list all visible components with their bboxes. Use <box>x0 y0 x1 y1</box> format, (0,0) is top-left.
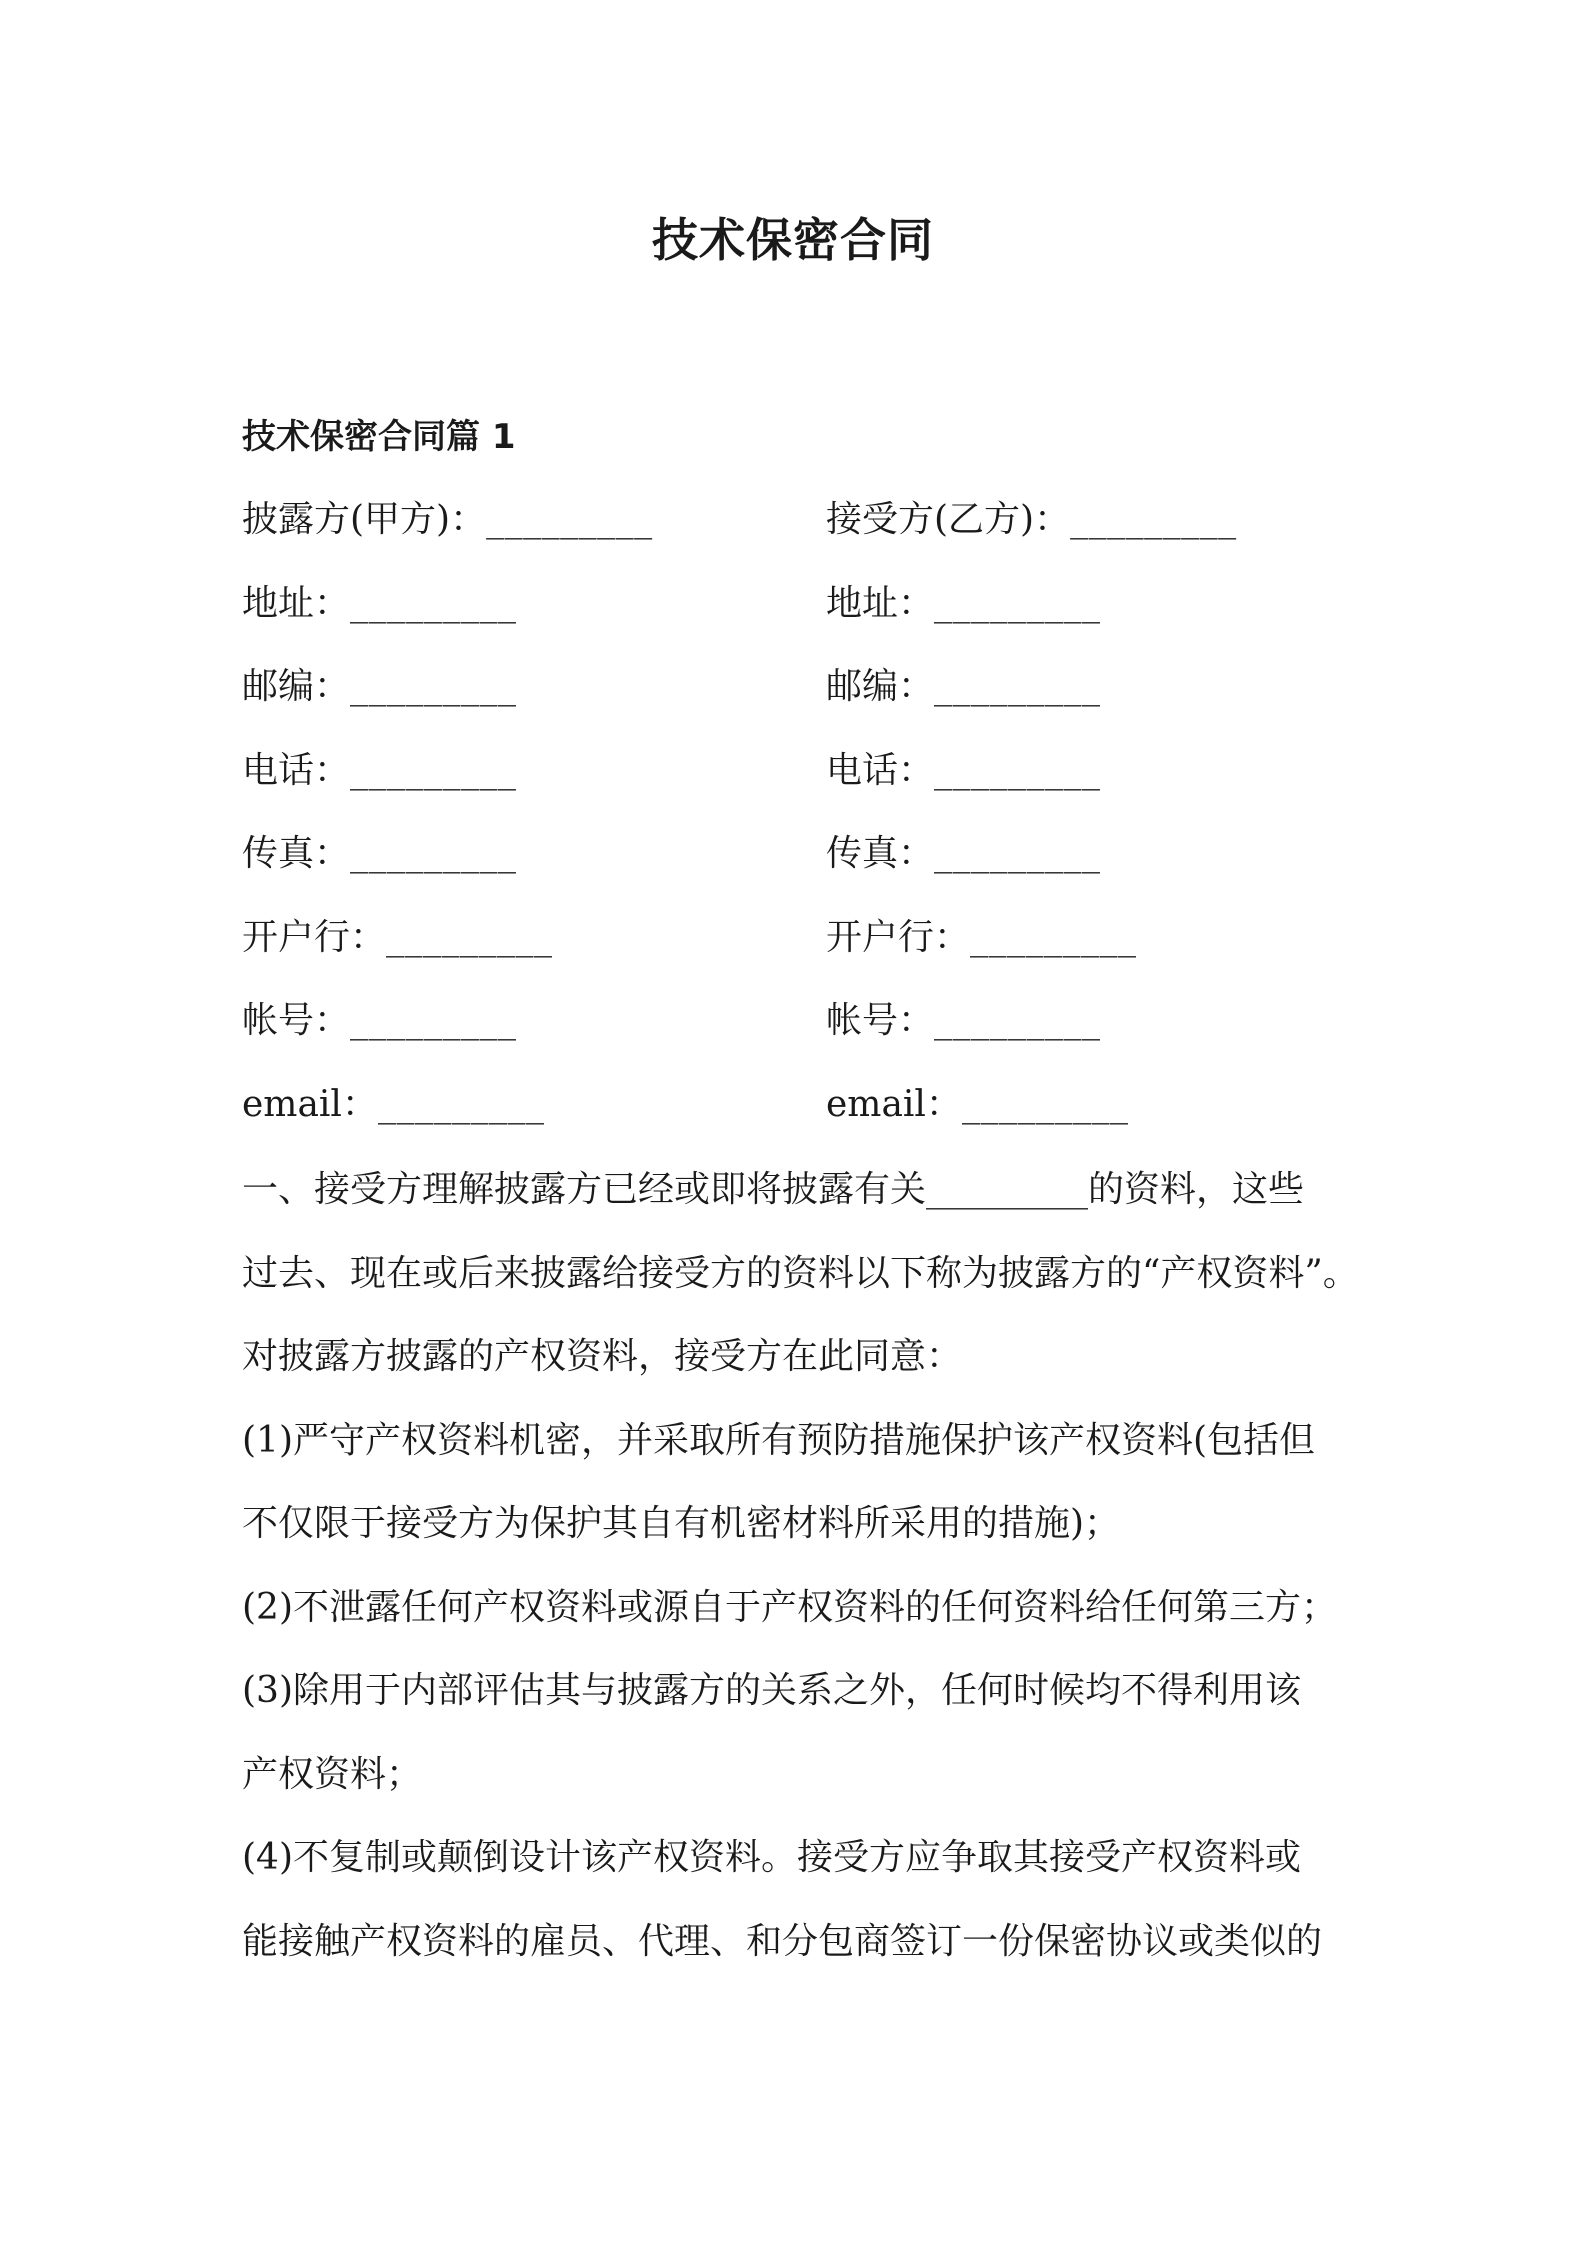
field-blank: _________ <box>350 1000 517 1041</box>
phone-field-right <box>826 744 1101 798</box>
field-blank: _________ <box>934 1000 1101 1041</box>
field-label: email： <box>826 1083 962 1125</box>
field-blank: _________ <box>934 749 1101 791</box>
phone-field-left <box>242 744 517 798</box>
field-blank: _________ <box>934 833 1101 874</box>
bank-field-right <box>826 911 1137 965</box>
field-label: 邮编： <box>826 666 935 707</box>
body-line: (1)严守产权资料机密，并采取所有预防措施保护该产权资料(包括但 <box>242 1419 1316 1461</box>
field-label: 接受方(乙方)： <box>826 499 1071 540</box>
party-row-phone <box>242 744 1352 828</box>
party-row-bank <box>242 911 1352 995</box>
fax-field-right <box>826 827 1101 881</box>
contract-body <box>242 1163 1362 1998</box>
party-row-account <box>242 994 1352 1078</box>
party-row-discloser-receiver <box>242 493 1352 577</box>
body-line: (3)除用于内部评估其与披露方的关系之外，任何时候均不得利用该 <box>242 1670 1301 1711</box>
field-blank: _________ <box>350 749 517 791</box>
field-label: 帐号： <box>242 1000 351 1041</box>
account-field-right <box>826 994 1101 1048</box>
body-line: 对披露方披露的产权资料，接受方在此同意： <box>242 1336 963 1377</box>
party-row-address <box>242 577 1352 661</box>
field-label: 传真： <box>826 833 935 874</box>
field-label: 地址： <box>826 582 935 624</box>
fax-field-left <box>242 827 517 881</box>
field-label: 邮编： <box>242 666 351 707</box>
account-field-left <box>242 994 517 1048</box>
address-field-left <box>242 577 517 631</box>
document-title: 技术保密合同 <box>652 213 934 267</box>
field-label: 电话： <box>242 749 351 791</box>
bank-field-left <box>242 911 553 965</box>
field-blank: _________ <box>377 1083 545 1125</box>
parties-block <box>242 493 1352 1161</box>
field-label: 地址： <box>242 582 351 624</box>
body-line: 不仅限于接受方为保护其自有机密材料所采用的措施)； <box>242 1503 1121 1544</box>
field-label: 披露方(甲方)： <box>242 499 487 540</box>
body-line: 能接触产权资料的雇员、代理、和分包商签订一份保密协议或类似的 <box>242 1920 1323 1962</box>
body-line: (2)不泄露任何产权资料或源自于产权资料的任何资料给任何第三方； <box>242 1586 1337 1628</box>
field-blank: _________ <box>350 833 517 874</box>
field-label: email： <box>242 1083 378 1125</box>
address-field-right <box>826 577 1101 631</box>
field-blank: _________ <box>934 582 1101 624</box>
field-blank: _________ <box>486 499 653 540</box>
field-label: 传真： <box>242 833 351 874</box>
party-row-email <box>242 1078 1352 1162</box>
field-label: 电话： <box>826 749 935 791</box>
body-line: 产权资料； <box>242 1753 423 1795</box>
discloser-field <box>242 493 653 547</box>
section-heading: 技术保密合同篇 1 <box>242 417 516 457</box>
field-blank: _________ <box>934 666 1101 707</box>
body-line: 过去、现在或后来披露给接受方的资料以下称为披露方的“产权资料”。 <box>242 1252 1359 1294</box>
field-label: 开户行： <box>242 916 387 958</box>
field-label: 帐号： <box>826 1000 935 1041</box>
email-field-left <box>242 1078 544 1132</box>
field-blank: _________ <box>961 1083 1129 1125</box>
field-blank: _________ <box>1070 499 1237 540</box>
field-blank: _________ <box>350 666 517 707</box>
postcode-field-left <box>242 660 517 714</box>
field-blank: _________ <box>386 916 553 958</box>
field-blank: _________ <box>350 582 517 624</box>
party-row-fax <box>242 827 1352 911</box>
party-row-postcode <box>242 660 1352 744</box>
email-field-right <box>826 1078 1128 1132</box>
receiver-field <box>826 493 1237 547</box>
body-line: 一、接受方理解披露方已经或即将披露有关_________的资料，这些 <box>242 1169 1305 1210</box>
field-blank: _________ <box>970 916 1137 958</box>
body-line: (4)不复制或颠倒设计该产权资料。接受方应争取其接受产权资料或 <box>242 1837 1301 1878</box>
field-label: 开户行： <box>826 916 971 958</box>
postcode-field-right <box>826 660 1101 714</box>
